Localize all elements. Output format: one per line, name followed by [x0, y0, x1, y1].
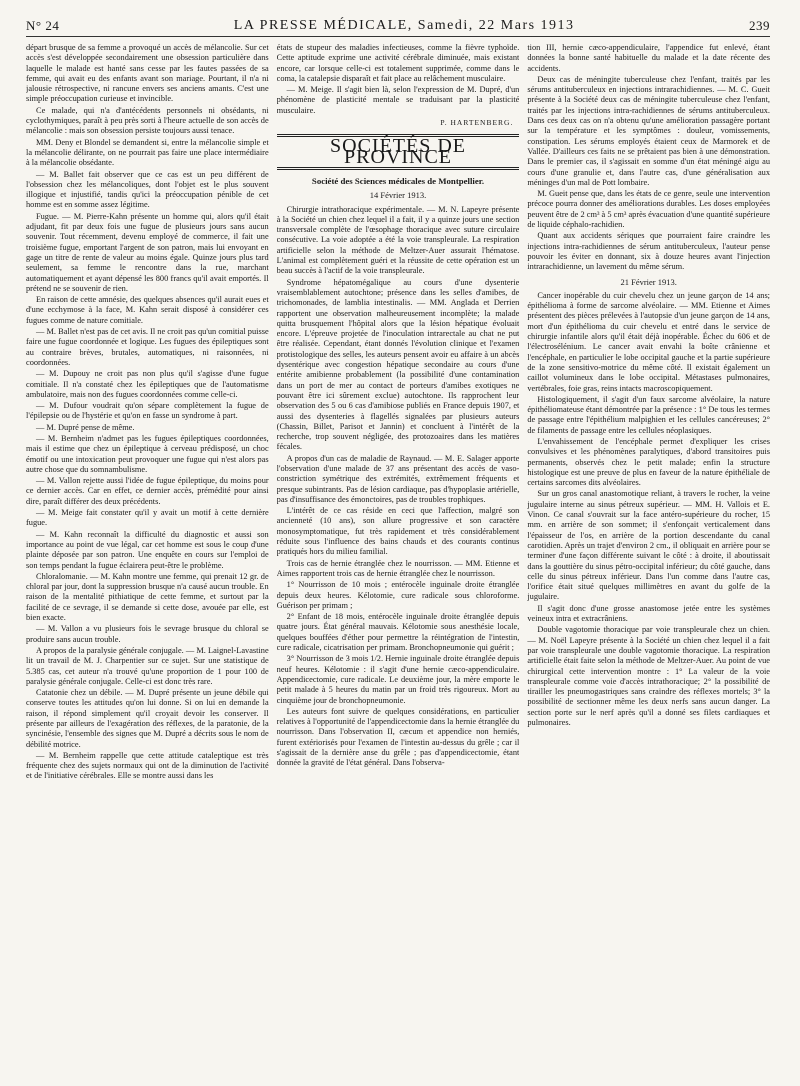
paragraph: Catatonie chez un débile. — M. Dupré présente un jeune débile qui conserve toutes les attitudes qu'on lui donne. Si on lui en demande la raison, il répond simplement qu'il croyait devoir les conserver. Il présente par ailleurs de l'exagération des réflexes, de la paratonie, de la syncinésie, l'ensemble des signes que M. Dupré a décrits sous le nom de débilité motrice. — [26, 688, 269, 749]
paragraph: — M. Vallon a vu plusieurs fois le sevrage brusque du chloral se produire sans aucun trouble. — [26, 624, 269, 644]
paragraph: Ce malade, qui n'a d'antécédents personnels ni obsédants, ni cyclothymiques, paraît à peu près sorti à l'heure actuelle de son accès de mélancolie : mais son obsession persiste toujours aussi tenace. — [26, 105, 269, 136]
paragraph: Double vagotomie thoracique par voie transpleurale chez un chien. — M. Noël Lapeyre présente à la Société un chien chez lequel il a fait par voie transpleurale une double vagotomie thoracique. La respiration artificielle était faite selon la méthode de Meltzer-Auer. Au point de vue chirurgical cette intervention montre : 1° La valeur de la voie transpleurale comme voie d'accès intrathoracique; 2° la possibilité de tirailler les pneumogastriques sans craindre des réflexes mortels; 3° la possibilité de sectionner même les deux nerfs sans aucun danger. La section porte sur le nerf après qu'il a donné ses filets cardiaques et pulmonaires. — [527, 625, 770, 727]
paragraph: M. Gueit pense que, dans les états de ce genre, seule une intervention précoce pourra donner des améliorations durables. Les doses employées peuvent être de 2 cm³ à 5 cm³ après évacuation d'une quantité supérieure de liquide céphalo-rachidien. — [527, 189, 770, 230]
page-number: 239 — [749, 18, 770, 33]
paragraph: Histologiquement, il s'agit d'un faux sarcome alvéolaire, la nature épithéliomateuse étant démontrée par la présence : 1° De tous les termes de passage entre l'épithélium malpighien et les cellules cancéreuses; 2° de filaments de passage entre les cellules néoplasiques. — [527, 394, 770, 435]
paragraph: — M. Ballet fait observer que ce cas est un peu différent de l'obsession chez les mélancoliques, dont l'objet est le plus souvent illogique et injustifié, tandis qu'ici la préoccupation pénible de cet homme est en somme assez légitime. — [26, 169, 269, 210]
paragraph: L'envahissement de l'encéphale permet d'expliquer les crises convulsives et les phénomènes paralytiques, d'abord transitoires puis permanents, observés chez le petit malade; enfin la structure histologique est une preuve de plus en faveur de la nature épithéliale de certains sarcomes dits alvéolaires. — [527, 436, 770, 488]
column-3 — [527, 43, 770, 1077]
signature: P. HARTENBERG. — [440, 118, 514, 128]
column-3-body-b — [527, 291, 770, 728]
paragraph: — M. Vallon rejette aussi l'idée de fugue épileptique, du moins pour ce dernier accès. Car en effet, ce dernier accès, prémédité pour ainsi dire, paraît différer des deux précédents. — [26, 476, 269, 506]
paragraph: tion III, hernie cæco-appendiculaire, l'appendice fut enlevé, étant données la bonne santé habituelle du malade et la date récente des accidents. — [527, 43, 770, 73]
paragraph: Fugue. — M. Pierre-Kahn présente un homme qui, alors qu'il était adjudant, fit par deux fois une fugue de plusieurs jours sans aucun souvenir. Tout récemment, devenu employé de commerce, il fait une troisième fugue, emportant l'argent de son patron, mais lui envoyant en gage un titre de rente de valeur au moins égale. Quinze jours plus tard seulement, sa femme le rencontre dans la rue, marchant automatiquement et ayant dépensé les 800 francs qu'il avait emportés. Il prétend ne se souvenir de rien. — [26, 211, 269, 293]
column-3-body-a — [527, 75, 770, 273]
paragraph: Chirurgie intrathoracique expérimentale. — M. N. Lapeyre présente à la Société un chien chez lequel il a fait, il y a quinze jours une section transversale complète de l'œsophage thoracique avec suture circulaire consécutive. La voie adoptée a été la voie transpleurale. La respiration artificielle selon la méthode de Meltzer-Auer assurait l'hématose. L'animal est complètement guéri et la réussite de cette opération est un beau succès à l'actif de la voie transpleurale. — [276, 204, 520, 276]
paragraph: 2° Enfant de 18 mois, entérocèle inguinale droite étranglée depuis quatre jours. État général mauvais. Kélotomie sous anesthésie locale, quelques bouffées d'éther pour permettre la réintégration de l'intestin, cure radicale, cicatrisation per primam. Bronchopneumonie qui guérit ; — [276, 612, 520, 653]
columns — [26, 43, 770, 1077]
paragraph: — M. Dufour voudrait qu'on sépare complètement la fugue de l'épilepsie ou de l'hystérie et qu'on en fasse un syndrome à part. — [26, 401, 269, 421]
paragraph: — M. Meige. Il s'agit bien là, selon l'expression de M. Dupré, d'un phénomène de plasticité mentale se traduisant par la plasticité musculaire. — [276, 85, 520, 115]
society-name: Société des Sciences médicales de Montpellier. — [311, 175, 485, 186]
paragraph: Il s'agit donc d'une grosse anastomose jetée entre les systèmes veineux intra et extracrâniens. — [527, 603, 770, 624]
paragraph: Trois cas de hernie étranglée chez le nourrisson. — MM. Etienne et Aimes rapportent trois cas de hernie étranglée chez le nourrisson. — [276, 558, 520, 578]
paragraph: 1° Nourrisson de 10 mois ; entérocèle inguinale droite étranglée depuis deux heures. Kélotomie, cure radicale sous chloroforme. Guérison per primam ; — [276, 580, 520, 610]
issue-number: N° 24 — [26, 18, 60, 33]
column-2 — [277, 43, 520, 1077]
paragraph: Sur un gros canal anastomotique reliant, à travers le rocher, la veine jugulaire interne au sinus pétreux supérieur. — MM. H. Vallois et E. Vinon. Ce canal s'ouvrait sur la face antéro-supérieure du rocher, 15 mm. en arrière de son sommet; il s'enfonçait verticalement dans l'épaisseur de l'os, en arrière de la portion descendante du canal carotidien. Après un trajet d'environ 2 cm., il obliquait en arrière pour se terminer d'une façon différente suivant le côté : à droite, il aboutissait dans la gouttière du sinus pétro-occipital inférieur; du côté gauche, dans celle du sinus pétreux inférieur. Dans l'un comme dans l'autre cas, l'orifice était situé quelques millimètres en avant du golfe de la jugulaire. — [527, 489, 770, 602]
paragraph: — M. Dupouy ne croit pas non plus qu'il s'agisse d'une fugue comitiale. Il n'a constaté chez les épileptiques que de l'automatisme ambulatoire, mais non des fugues coordonnées comme celle-ci. — [26, 369, 269, 399]
paragraph: — M. Ballet n'est pas de cet avis. Il ne croit pas qu'un comitial puisse faire une fugue coordonnée et logique. Les fugues des épileptiques sont au contraire brèves, brutales, automatiques, ni raisonnées, ni coordonnées. — [26, 327, 269, 367]
column-2-body — [277, 205, 520, 769]
session-date-1: 14 Février 1913. — [369, 190, 427, 201]
paragraph: — M. Bernheim rappelle que cette attitude cataleptique est très fréquente chez des sujets normaux qui ont de la diminution de l'activité et de l'initiative cérébrales. Elle se montre aussi dans les — [26, 750, 269, 781]
paragraph: A propos de la paralysie générale conjugale. — M. Laignel-Lavastine lit un travail de M. J. Charpentier sur ce sujet. Sur une statistique de 5.385 cas, cet auteur n'a trouvé qu'une proportion de 1 pour 100 de paralysie générale conjugale. Celle-ci est donc très rare. — [26, 645, 269, 686]
paragraph: départ brusque de sa femme a provoqué un accès de mélancolie. Sur cet accès s'est développée secondairement une obsession particulière dans laquelle le malade est hanté sans cesse par les fautes passées de sa femme, qui avait eu des enfants avant son mariage. Pourtant, il n'a ni jalousie rétrospective, ni rancune envers ses anciens amants. C'est une simple préoccupation curieuse et invincible. — [26, 43, 269, 104]
running-header — [26, 4, 770, 37]
paragraph: Les auteurs font suivre de quelques considérations, en particulier relatives à l'opportunité de l'appendicectomie dans la hernie étranglée du nourrisson. Dans l'observation II, cæcum et appendice non herniés, furent extériorisés pour l'examen de l'intestin au-dessus du grêle ; car il s'agissait de la dernière anse du grêle ; pas d'appendicectomie, étant donnée la gravité de l'état général. Dans l'observa- — [276, 706, 520, 768]
section-heading: SOCIÉTÉS DE PROVINCE — [277, 134, 520, 170]
page — [0, 4, 800, 1086]
session-date-2: 21 Février 1913. — [620, 276, 677, 287]
paragraph: L'intérêt de ce cas réside en ceci que l'affection, malgré son ancienneté (10 ans), son allure progressive et son caractère monosymptomatique, fut très rapidement et très considérablement réduite sous l'influence des bains chauds et des courants continus pratiqués hors du milieu familial. — [276, 506, 520, 557]
paragraph: Syndrome hépatomégalique au cours d'une dysenterie vraisemblablement autochtone; présence dans les selles d'amibes, de trichomonades, de lamblia intestinalis. — MM. Anglada et Derrien rapportent une observation malheureusement incomplète; la malade quitta brusquement l'hôpital alors que la lésion hépatique évoluait encore. L'épreuve projetée de l'inoculation intrarectale au chat ne put être réalisée. Cependant, étant donnés l'évolution clinique et l'examen protistologique des selles, les auteurs pensent avoir eu affaire à un abcès dysentérique avec congestion hépatique secondaire au cours d'une entérite amibienne probablement (la possibilité d'une contamination dans un port de mer au contact de porteurs d'amibes exotiques ne pouvant être ici sûrement exclue) autochtone. Ils rapprochent leur observation des 5 ou 6 cas d'amibiose publiés en France depuis 1907, et aussi des dysenteries à flagellés signalées par plusieurs auteurs (Chassin, Billet, Parisot et Jannin) et concluent à l'intérêt de la recherche, trop souvent négligée, des protozoaires dans les matières fécales. — [276, 277, 520, 452]
paragraph: — M. Kahn reconnaît la difficulté du diagnostic et aussi son importance au point de vue légal, car cet homme est sous le coup d'une plainte déposée par son patron. Une enquête en cours sur l'emploi de son temps pendant la fugue éclairera peut-être le problème. — [26, 529, 269, 570]
paragraph: — M. Meige fait constater qu'il y avait un motif à cette dernière fugue. — [26, 508, 269, 528]
paragraph: Quant aux accidents sériques que pourraient faire craindre les injections intra-rachidiennes de sérum antituberculeux, l'auteur pense pouvoir les éviter en donnant, six à douze heures avant l'injection intrarachidienne, un lavement du même sérum. — [527, 231, 770, 272]
paragraph: — M. Bernheim n'admet pas les fugues épileptiques coordonnées, mais il estime que chez un épileptique à cerveau prédisposé, un choc émotif ou une intoxication peut provoquer une fugue qui n'est alors pas autre chose que du somnambulisme. — [26, 433, 269, 474]
paragraph: 3° Nourrisson de 3 mois 1/2. Hernie inguinale droite étranglée depuis neuf heures. Kélotomie : il s'agit d'une hernie cæco-appendiculaire. Appendicectomie, cure radicale. Le deuxième jour, la mère emporte le petit malade à 5 heures du matin par un froid très rigoureux. Mort au cinquième jour de bronchopneumonie. — [276, 654, 520, 705]
paragraph: En raison de cette amnésie, des quelques absences qu'il aurait eues et d'une ecchymose à la face, M. Kahn serait disposé à considérer ces fugues comme de nature comitiale. — [26, 295, 269, 325]
paragraph: MM. Deny et Blondel se demandent si, entre la mélancolie simple et la mélancolie délirante, on ne pourrait pas faire une place intermédiaire à la mélancolie obsédante. — [26, 137, 269, 168]
journal-title: LA PRESSE MÉDICALE, Samedi, 22 Mars 1913 — [233, 18, 575, 33]
paragraph: — M. Dupré pense de même. — [36, 422, 135, 432]
column-1 — [26, 43, 269, 1077]
paragraph: Deux cas de méningite tuberculeuse chez l'enfant, traités par les sérums antituberculeux en injections intrarachidiennes. — M. C. Gueit présente à la Société deux cas de méningite tuberculeuse chez l'enfant, traités par les injections intra-rachidiennes de sérums antituberculeux. Dans ces deux cas on n'a obtenu qu'une amélioration passagère portant sur la température et les symptômes : douleur, vomissements, constipation. Les sérums employés étaient ceux de Marmorek et de Vallée. D'ailleurs ces faits ne se prêtaient pas bien à une démonstration. Dans le premier cas, il s'agissait en somme d'un état méningé aigu au cours d'une granulie et, dans l'autre cas, d'une généralisation aux méninges d'un mal de Pott lombaire. — [527, 74, 770, 187]
paragraph: Chloralomanie. — M. Kahn montre une femme, qui prenait 12 gr. de chloral par jour, dont la suppression brusque n'a causé aucun trouble. En raison de la mentalité pithiatique de cette femme, et surtout par la facilité de ce sevrage, il se demande si cette dose, avouée par elle, est bien exacte. — [26, 571, 269, 623]
paragraph: A propos d'un cas de maladie de Raynaud. — M. E. Salager apporte l'observation d'une malade de 37 ans présentant des accès de vaso-constriction symétrique des extrémités, extrêmement fréquents et presque subintrants. Pas de lésion cardiaque, pas d'hypoplasie artérielle, pas d'insuffisance des émonctoires, pas de troubles trophiques. — [276, 453, 520, 504]
column-2-continuation — [277, 43, 520, 116]
paragraph: états de stupeur des maladies infectieuses, comme la fièvre typhoïde. Cette aptitude exprime une activité cérébrale diminuée, mais existant encore, car lorsque celle-ci est totalement supprimée, comme dans le coma, la catalepsie disparaît et fait place au relâchement musculaire. — [276, 43, 520, 83]
paragraph: Cancer inopérable du cuir chevelu chez un jeune garçon de 14 ans; épithélioma à forme de sarcome alvéolaire. — MM. Etienne et Aimes présentent des pièces prélevées à l'autopsie d'un jeune garçon de 14 ans, mort d'un épithélioma du cuir chevelu et entré dans le service de chirurgie infantile alors qu'il était déjà inopérable. Échec du 606 et de l'électrosélénium. Le cancer avait envahi la boîte crânienne et l'encéphale, en particulier le lobe occipital gauche et la partie supérieure de la zone sensitivo-motrice du même côté. Il existait également un caillot volumineux dans le lobe occipital. Métastases pulmonaires, vertébrales, foie gras, reins intacts macroscopiquement. — [527, 290, 770, 393]
column-3-continuation — [527, 43, 770, 74]
